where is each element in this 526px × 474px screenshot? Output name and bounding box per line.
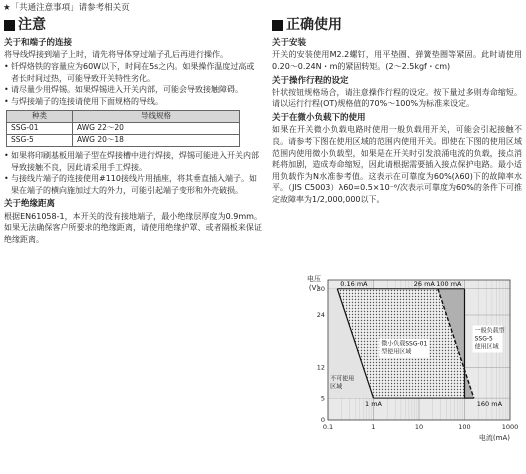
annotation-160ma: 160 mA — [476, 400, 503, 409]
terminal-connection-intro: 将导线焊接到端子上时，请先将导体穿过端子孔后再进行操作。 — [4, 50, 228, 60]
table-row — [7, 135, 240, 147]
table-cell: AWG 20～18 — [73, 135, 240, 147]
table-row — [7, 123, 240, 135]
correct-usage-title: 正确使用 — [272, 16, 522, 34]
y-axis-unit: (V) — [308, 284, 320, 292]
operating-stroke-text: 针状按钮规格场合，请注意操作行程的设定。按下量过多则寿命缩短。请以运行行程(OT)规格值的70%～100%为标准来设定。 — [272, 87, 522, 109]
x-tick-label: 10 — [414, 423, 424, 431]
wire-spec-table — [6, 110, 240, 147]
installation-heading: 关于安装 — [272, 38, 307, 48]
micro-load-text: 如果在开关微小负载电路时使用一般负载用开关，可能会引起接触不良。请参考下图在使用区域的范围内使用开关。即使在下图的使用区域范围内使用微小负载型，如果是在开关时引发浪涌电流的负载，接点消耗将加剧，造成寿命缩短，因此请根据需要插入接点保护电路。最小适用负载作为N水准参考值。这表示在可靠度为60%(λ60)下的故障率水平。（JIS C5003）λ60=0.5×10⁻⁶/次表示可靠度为60%的条件下可推定故障率为1/2,000,000以下。 — [272, 125, 522, 204]
bullet-soldering: • 钎焊烙铁的容量应为60W以下，时间在5s之内。如果操作温度过高或者长时间过热，可能导致开关特性劣化。 — [4, 61, 262, 84]
usage-range-chart-svg — [276, 262, 522, 470]
table-header-row — [7, 111, 240, 123]
correct-usage-section — [272, 16, 522, 205]
label-micro-region-line: 微小负载SSG-01 — [381, 340, 428, 348]
table-header: 导线规格 — [73, 111, 240, 123]
bullet-wire-spec: • 与焊接端子的连接请使用下面规格的导线。 — [4, 96, 262, 108]
black-square-icon — [272, 20, 283, 31]
header-note: ★「共通注意事項」请参考相关页 — [3, 3, 130, 13]
y-tick-label: 5 — [320, 394, 325, 403]
x-tick-label: 100 — [458, 423, 471, 431]
table-cell: SSG-5 — [7, 135, 73, 147]
bullet-tab-terminal: • 与接线片端子的连接使用#110接线片用插座，将其垂直插入端子。如果在端子的横向施加过大的外力，可能引起端子变形和外壳破损。 — [4, 173, 262, 196]
table-cell: SSG-01 — [7, 123, 73, 135]
table-header: 种类 — [7, 111, 73, 123]
x-tick-label: 0.1 — [322, 423, 334, 431]
label-general-region-line: 一般负载型 — [474, 327, 505, 335]
annotation-100ma: 100 mA — [436, 279, 462, 288]
y-tick-label: 24 — [316, 311, 325, 320]
bullet-solder-amount: • 请尽量少用焊锡。如果焊锡进入开关内部，可能会导致接触障碍。 — [4, 84, 262, 96]
y-tick-label: 30 — [316, 284, 325, 293]
label-forbidden-region-line: 区域 — [330, 383, 343, 391]
table-cell: AWG 22～20 — [73, 123, 240, 135]
label-forbidden-region-line: 不可使用 — [330, 375, 355, 383]
annotation-0-16ma: 0.16 mA — [340, 279, 368, 288]
y-tick-label: 0 — [320, 416, 325, 425]
label-micro-region-line: 型使用区域 — [381, 348, 412, 356]
caution-section — [4, 16, 262, 245]
y-tick-label: 12 — [316, 363, 325, 372]
insulation-text: 根据EN61058-1，本开关的没有接地端子，最小绝缘层厚度为0.9mm。如果无法确保客户所要求的绝缘距离，请使用绝缘护罩、或者隔板来保证绝缘距离。 — [4, 211, 262, 244]
operating-stroke-heading: 关于操作行程的设定 — [272, 75, 349, 86]
bullet-pcb-soldering: • 如果将印刷基板用端子型在焊接槽中进行焊接，焊锡可能进入开关内部导致接触不良，因此请采用手工焊接。 — [4, 150, 262, 173]
x-axis-label: 电流(mA) — [478, 434, 510, 442]
label-general-region-line: 使用区域 — [474, 343, 499, 351]
label-general-region-line: SSG-5 — [474, 335, 493, 343]
x-tick-label: 1000 — [501, 423, 519, 431]
black-square-icon — [4, 20, 15, 31]
installation-text: 开关的安装使用M2.2螺钉，用平垫圈、弹簧垫圈等紧固。此时请使用0.20～0.24N・m的紧固转矩。(2～2.5kgf・cm) — [272, 50, 522, 71]
usage-range-chart — [276, 262, 522, 470]
x-tick-label: 1 — [371, 423, 376, 431]
terminal-bullets-2 — [4, 150, 262, 196]
micro-load-heading: 关于在微小负载下的使用 — [272, 113, 366, 123]
terminal-connection-heading: 关于和端子的连接 — [4, 38, 73, 48]
terminal-bullets — [4, 61, 262, 107]
caution-title: 注意 — [4, 16, 262, 34]
insulation-heading: 关于绝缘距离 — [4, 199, 56, 210]
y-axis-label: 电压 — [307, 275, 321, 283]
annotation-26ma: 26 mA — [413, 279, 435, 288]
annotation-1ma: 1 mA — [365, 400, 382, 409]
